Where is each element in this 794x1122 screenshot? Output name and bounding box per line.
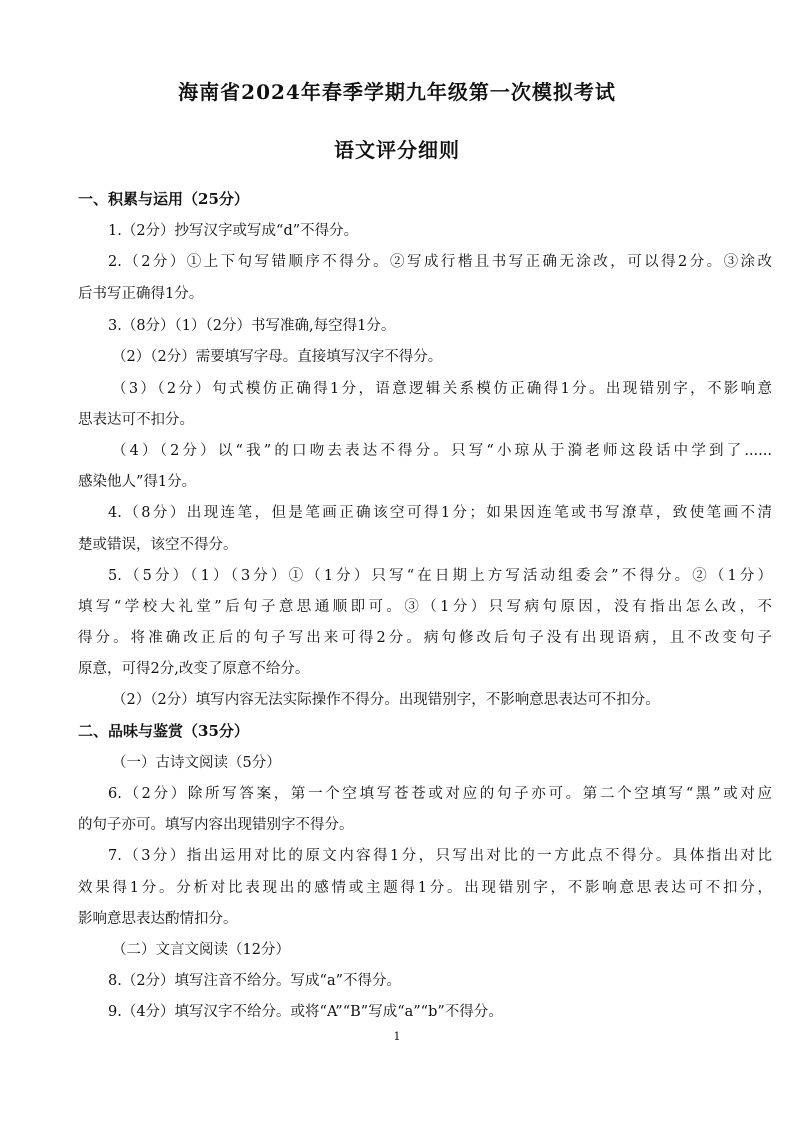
text-line: 2.（2分）①上下句写错顺序不得分。②写成行楷且书写正确无涂改，可以得2分。③涂改 [108,254,772,270]
text-line: （2）（2分）需要填写字母。直接填写汉字不得分。 [112,349,443,365]
text-line: 效果得1分。分析对比表现出的感情或主题得1分。出现错别字，不影响意思表达可不扣分， [78,880,772,896]
text-line: 5.（5分）（1）（3分）①（1分）只写“在日期上方写活动组委会”不得分。②（1分） [108,568,772,584]
text-line: （2）（2分）填写内容无法实际操作不得分。出现错别字，不影响意思表达可不扣分。 [112,692,660,708]
text-line: 原意，可得2分,改变了原意不给分。 [78,661,310,677]
text-line: （4）（2分）以“我”的口吻去表达不得分。只写“小琼从于漪老师这段话中学到了...... [112,443,772,459]
text-line: 感染他人”得1分。 [78,474,197,490]
document-subtitle: 语文评分细则 [334,138,460,162]
text-line: 4.（8分）出现连笔，但是笔画正确该空可得1分；如果因连笔或书写潦草，致使笔画不清 [108,505,772,521]
text-line: 得分。将准确改正后的句子写出来可得2分。病句修改后句子没有出现语病，且不改变句子 [78,630,772,646]
subsection-heading: （二）文言文阅读（12分） [112,942,290,958]
document-title: 海南省2024年春季学期九年级第一次模拟考试 [178,80,616,104]
text-line: 影响意思表达酌情扣分。 [78,911,238,927]
text-line: 的句子亦可。填写内容出现错别字不得分。 [78,817,354,833]
section-heading: 一、积累与运用（25分） [78,190,249,208]
text-line: 8.（2分）填写注音不给分。写成“a”不得分。 [108,973,402,989]
text-line: 9.（4分）填写汉字不给分。或将“A”“B”写成“a”“b”不得分。 [108,1004,503,1020]
text-line: 楚或错误，该空不得分。 [78,537,238,553]
subsection-heading: （一）古诗文阅读（5分） [112,755,281,771]
text-line: 后书写正确得1分。 [78,286,204,302]
section-heading: 二、品味与鉴赏（35分） [78,722,249,740]
page-number: 1 [393,1030,401,1043]
text-line: （3）（2分）句式模仿正确得1分，语意逻辑关系模仿正确得1分。出现错别字，不影响意 [112,381,772,397]
text-line: 填写“学校大礼堂”后句子意思通顺即可。③（1分）只写病句原因，没有指出怎么改，不 [78,599,772,615]
text-line: 6.（2分）除所写答案，第一个空填写苍苍或对应的句子亦可。第二个空填写“黑”或对应 [108,786,772,802]
text-line: 1.（2分）抄写汉字或写成“d”不得分。 [108,223,359,239]
text-line: 思表达可不扣分。 [78,412,194,428]
text-line: 7.（3分）指出运用对比的原文内容得1分，只写出对比的一方此点不得分。具体指出对比 [108,848,772,864]
text-line: 3.（8分）（1）（2分）书写准确,每空得1分。 [108,318,396,334]
